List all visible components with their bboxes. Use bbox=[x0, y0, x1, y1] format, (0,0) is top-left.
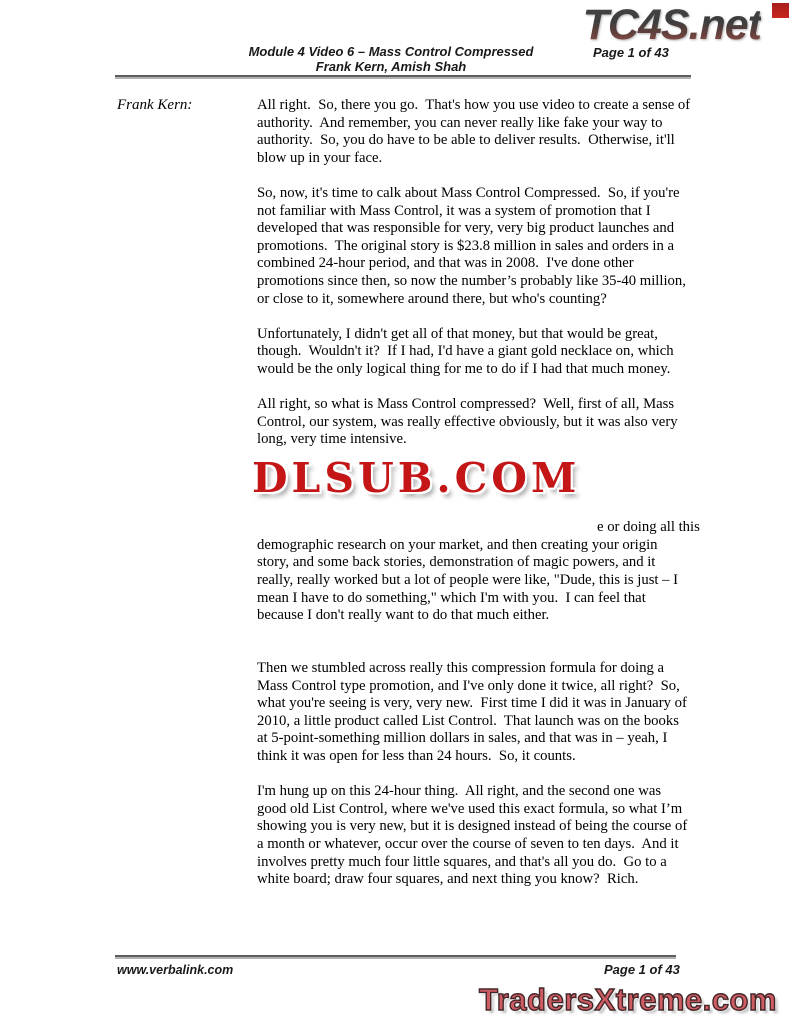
paragraph: So, now, it's time to calk about Mass Control Compressed. So, if you're not familiar with Mass Control, it was a system of promotion that I developed that was responsible for very, very big product launches and promotions. The original story is $23.8 million in sales and orders in a combined 24-hour period, and that was in 2008. I've done other promotions since then, so now the number’s probably like 35-40 million, or close to it, somewhere around there, but who's counting? bbox=[257, 184, 690, 307]
footer-divider bbox=[115, 955, 676, 959]
header-divider bbox=[115, 75, 691, 79]
paragraph: I'm hung up on this 24-hour thing. All right, and the second one was good old List Control, where we've used this exact formula, so what I’m showing you is very new, but it is designed instead of being the course of a month or whatever, occur over the course of seven to ten days. And it involves pretty much four little squares, and that's all you do. Go to a white board; draw four squares, and next thing you know? Rich. bbox=[257, 783, 691, 888]
paragraph: All right. So, there you go. That's how you use video to create a sense of authority. And remember, you can never really like fake your way to authority. So, you do have to be able to deliver results. Otherwise, it'll blow up in your face. bbox=[257, 97, 694, 166]
header-page-number: Page 1 of 43 bbox=[593, 45, 669, 60]
header-title: Module 4 Video 6 – Mass Control Compressed bbox=[248, 44, 534, 59]
speaker-label: Frank Kern: bbox=[117, 97, 193, 113]
paragraph-continuation: demographic research on your market, and then creating your origin story, and some back stories, demonstration of magic powers, and it really, really worked but a lot of people were like, "Dude, this is just – I mean I have to do something," which I'm with you. I can feel that because I don't really want to do that much either. bbox=[257, 536, 682, 624]
document-header bbox=[228, 45, 554, 74]
dlsub-watermark-stamp[interactable]: DLSUB.COM bbox=[252, 454, 581, 503]
paragraph-with-watermark bbox=[252, 454, 700, 642]
header-subtitle: Frank Kern, Amish Shah bbox=[315, 58, 467, 74]
footer-page-number: Page 1 of 43 bbox=[604, 962, 680, 977]
paragraph: Unfortunately, I didn't get all of that money, but that would be great, though. Wouldn't it? If I had, I'd have a giant gold necklace on, which would be the only logical thing for me to do if I had that much money. bbox=[257, 325, 678, 377]
transcript-body bbox=[252, 97, 700, 889]
paragraph: Then we stumbled across really this compression formula for doing a Mass Control type promotion, and I've only done it twice, all right? So, what you're seeing is very, very new. First time I did it was in January of 2010, a little product called List Control. That launch was on the books at 5-point-something million dollars in sales, and that was in – yeah, I think it was open for less than 24 hours. So, it counts. bbox=[257, 660, 691, 764]
partially-obscured-line: e or doing all this bbox=[597, 519, 700, 536]
tradersxtreme-banner-stamp[interactable]: TradersXtreme.com bbox=[479, 982, 777, 1017]
paragraph: All right, so what is Mass Control compressed? Well, first of all, Mass Control, our system, was really effective obviously, but it was also very long, very time intensive. bbox=[257, 396, 682, 448]
tc4s-logo: TC4S.net bbox=[582, 1, 761, 49]
corner-red-badge bbox=[772, 3, 789, 18]
footer-website: www.verbalink.com bbox=[117, 963, 234, 977]
